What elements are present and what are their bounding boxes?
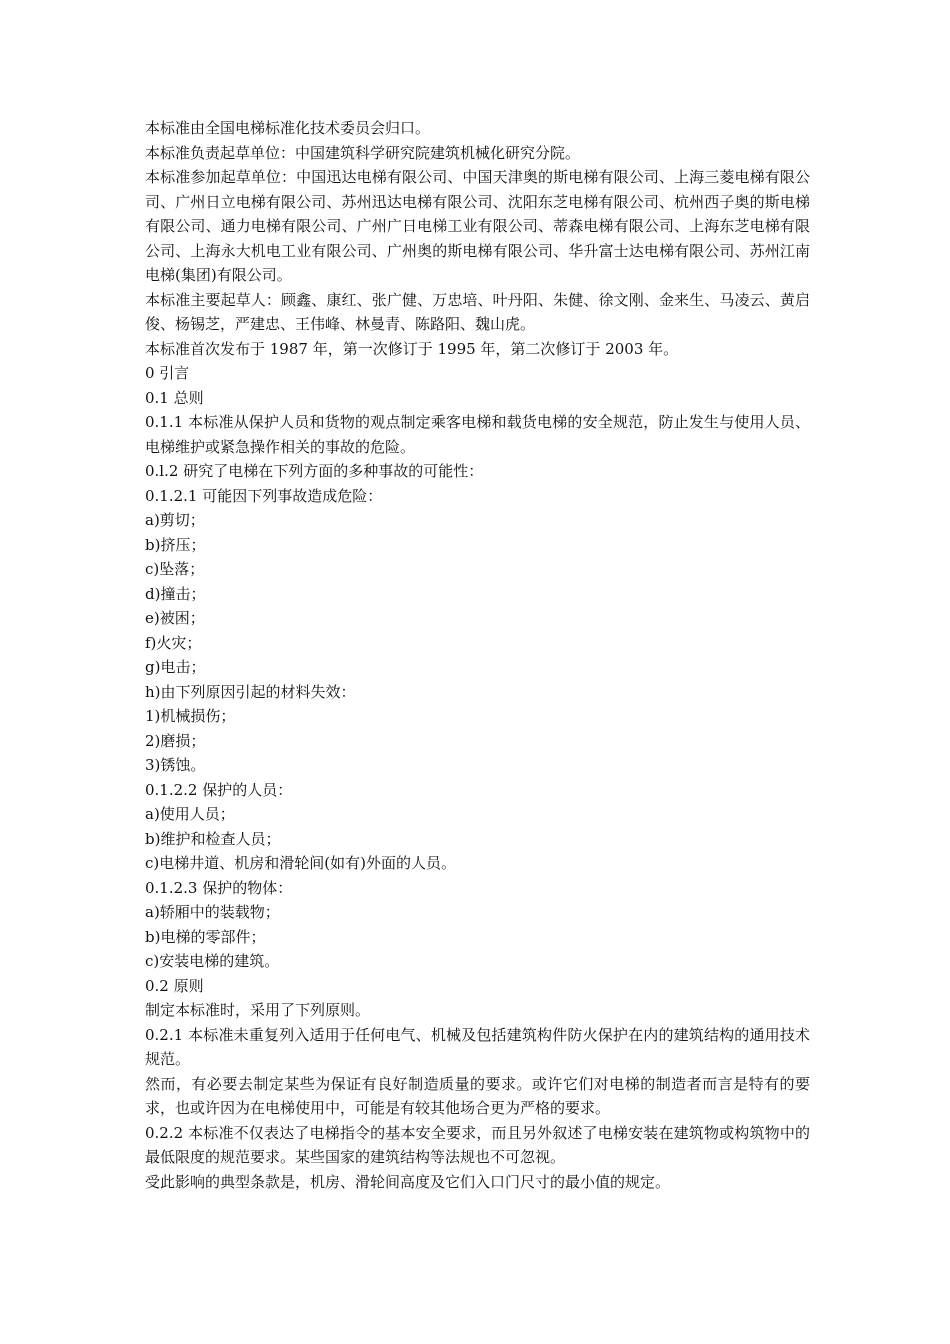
paragraph: 0.2.2 本标准不仅表达了电梯指令的基本安全要求，而且另外叙述了电梯安装在建筑物或构筑物中的最低限度的规范要求。某些国家的建筑结构等法规也不可忽视。 — [145, 1123, 810, 1166]
paragraph: 然而，有必要去制定某些为保证有良好制造质量的要求。或许它们对电梯的制造者而言是特有的要求，也或许因为在电梯使用中，可能是有较其他场合更为严格的要求。 — [145, 1074, 810, 1117]
paragraph: 本标准主要起草人：顾鑫、康红、张广健、万忠培、叶丹阳、朱健、徐文刚、金来生、马凌云、黄启俊、杨锡芝，严建忠、王伟峰、林曼青、陈路阳、魏山虎。 — [145, 290, 810, 333]
list-item: 1)机械损伤； — [145, 707, 236, 725]
paragraph: 0.1.2.2 保护的人员： — [145, 780, 293, 799]
paragraph: 0.2.1 本标准未重复列入适用于任何电气、机械及包括建筑构件防火保护在内的建筑结构的通用技术规范。 — [145, 1025, 810, 1068]
list-item: 2)磨损； — [145, 731, 206, 750]
section-heading: 0.2 原则 — [145, 976, 204, 995]
list-item: c)安装电梯的建筑。 — [145, 952, 280, 970]
paragraph: 0.1.2.3 保护的物体： — [145, 878, 293, 897]
list-item: c)坠落； — [145, 560, 205, 578]
paragraph: 0.1.1 本标准从保护人员和货物的观点制定乘客电梯和载货电梯的安全规范，防止发生与使用人员、电梯维护或紧急操作相关的事故的危险。 — [145, 413, 810, 456]
paragraph: 0.1.2.1 可能因下列事故造成危险： — [145, 486, 383, 505]
paragraph: 0.l.2 研究了电梯在下列方面的多种事故的可能性： — [145, 462, 484, 480]
list-item: b)维护和检查人员； — [145, 829, 281, 848]
list-item: a)使用人员； — [145, 805, 235, 823]
paragraph: 制定本标准时，采用了下列原则。 — [145, 1001, 371, 1019]
section-heading: 0.1 总则 — [145, 388, 204, 407]
list-item: b)电梯的零部件； — [145, 927, 266, 946]
document-body — [145, 116, 810, 1194]
list-item: a)剪切； — [145, 511, 205, 529]
list-item: d)撞击； — [145, 584, 206, 603]
paragraph: 受此影响的典型条款是，机房、滑轮间高度及它们入口门尺寸的最小值的规定。 — [145, 1172, 671, 1191]
list-item: f)火灾； — [145, 633, 202, 652]
section-heading: 0 引言 — [145, 364, 190, 382]
list-item: b)挤压； — [145, 535, 206, 554]
list-item: g)电击； — [145, 658, 206, 676]
paragraph: 本标准首次发布于 1987 年，第一次修订于 1995 年，第二次修订于 2003 年。 — [145, 339, 679, 358]
list-item: e)被困； — [145, 609, 205, 627]
list-item: 3)锈蚀。 — [145, 756, 206, 774]
paragraph: 本标准由全国电梯标准化技术委员会归口。 — [145, 119, 431, 137]
list-item: a)轿厢中的装载物； — [145, 903, 280, 921]
paragraph: 本标准负责起草单位：中国建筑科学研究院建筑机械化研究分院。 — [145, 143, 581, 162]
paragraph: 本标准参加起草单位：中国迅达电梯有限公司、中国天津奥的斯电梯有限公司、上海三菱电梯有限公司、广州日立电梯有限公司、苏州迅达电梯有限公司、沈阳东芝电梯有限公司、杭州西子奥的斯电梯有限公司、通力电梯有限公司、广州广日电梯工业有限公司、蒂森电梯有限公司、上海东芝电梯有限公司、上海永大机电工业有限公司、广州奥的斯电梯有限公司、华升富士达电梯有限公司、苏州江南电梯(集团)有限公司。 — [145, 168, 810, 284]
list-item: c)电梯井道、机房和滑轮间(如有)外面的人员。 — [145, 854, 456, 872]
list-item: h)由下列原因引起的材料失效： — [145, 682, 356, 701]
